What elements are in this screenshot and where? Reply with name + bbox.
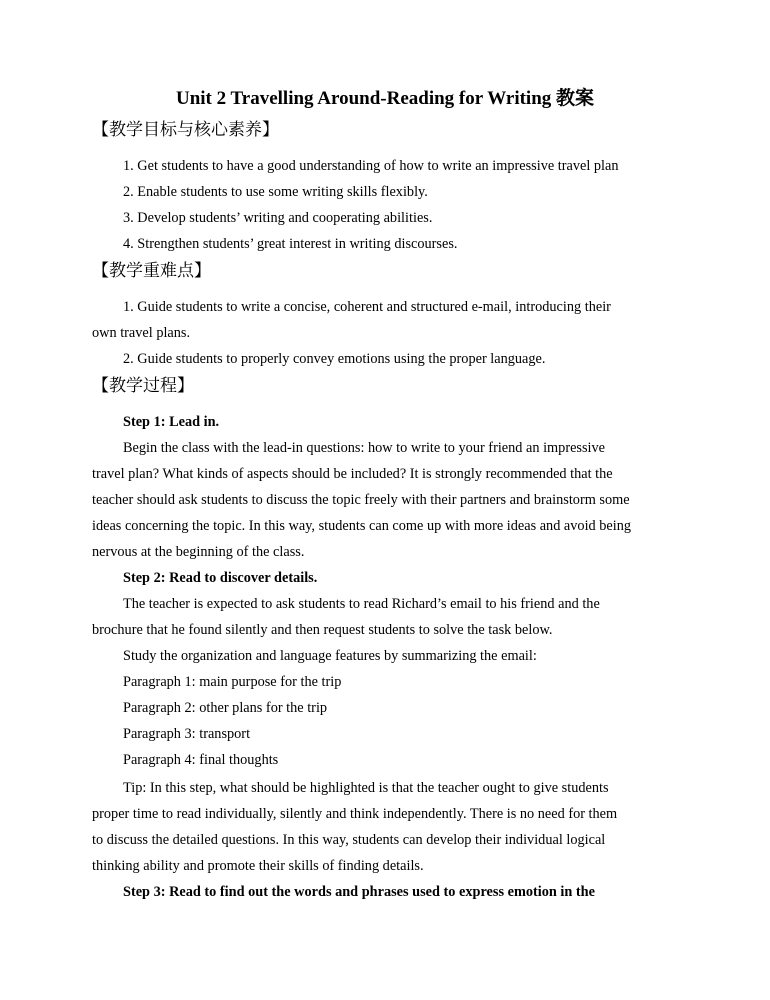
key-point-line: 2. Guide students to properly convey emotions using the proper language. (123, 351, 546, 367)
step-text-line: The teacher is expected to ask students to read Richard’s email to his friend and the (123, 596, 600, 612)
paragraph-summary-item: Paragraph 2: other plans for the trip (123, 700, 328, 716)
goal-item: 1. Get students to have a good understanding of how to write an impressive travel plan (123, 158, 619, 174)
step-heading: Step 2: Read to discover details. (123, 570, 318, 586)
section-heading-process: 【教学过程】 (92, 376, 194, 396)
paragraph-summary-item: Paragraph 4: final thoughts (123, 752, 279, 768)
paragraph-summary-item: Paragraph 1: main purpose for the trip (123, 674, 342, 690)
step-heading: Step 1: Lead in. (123, 414, 220, 430)
tip-text-line: thinking ability and promote their skills of finding details. (92, 858, 424, 874)
key-point-line: own travel plans. (92, 325, 191, 341)
section-heading-key-points: 【教学重难点】 (92, 261, 211, 281)
tip-text-line: to discuss the detailed questions. In this way, students can develop their individual logical (92, 832, 606, 848)
step-text-line: teacher should ask students to discuss the topic freely with their partners and brainstorm some (92, 492, 630, 508)
section-heading-goals: 【教学目标与核心素养】 (92, 120, 279, 140)
document-title: Unit 2 Travelling Around-Reading for Writing 教案 (175, 88, 595, 109)
step-text-line: ideas concerning the topic. In this way, students can come up with more ideas and avoid being (92, 518, 632, 534)
step-text-line: Begin the class with the lead-in questions: how to write to your friend an impressive (123, 440, 606, 456)
tip-text-line: proper time to read individually, silently and think independently. There is no need for them (92, 806, 618, 822)
step-text-line: Study the organization and language features by summarizing the email: (123, 648, 537, 664)
goal-item: 3. Develop students’ writing and cooperating abilities. (123, 210, 433, 226)
paragraph-summary-item: Paragraph 3: transport (123, 726, 251, 742)
tip-text-line: Tip: In this step, what should be highlighted is that the teacher ought to give students (123, 780, 609, 796)
step-text-line: brochure that he found silently and then request students to solve the task below. (92, 622, 553, 638)
step-heading: Step 3: Read to find out the words and phrases used to express emotion in the (123, 884, 595, 900)
key-point-line: 1. Guide students to write a concise, coherent and structured e-mail, introducing their (123, 299, 611, 315)
step-text-line: travel plan? What kinds of aspects should be included? It is strongly recommended that the (92, 466, 613, 482)
step-text-line: nervous at the beginning of the class. (92, 544, 305, 560)
goal-item: 4. Strengthen students’ great interest in writing discourses. (123, 236, 458, 252)
goal-item: 2. Enable students to use some writing skills flexibly. (123, 184, 428, 200)
